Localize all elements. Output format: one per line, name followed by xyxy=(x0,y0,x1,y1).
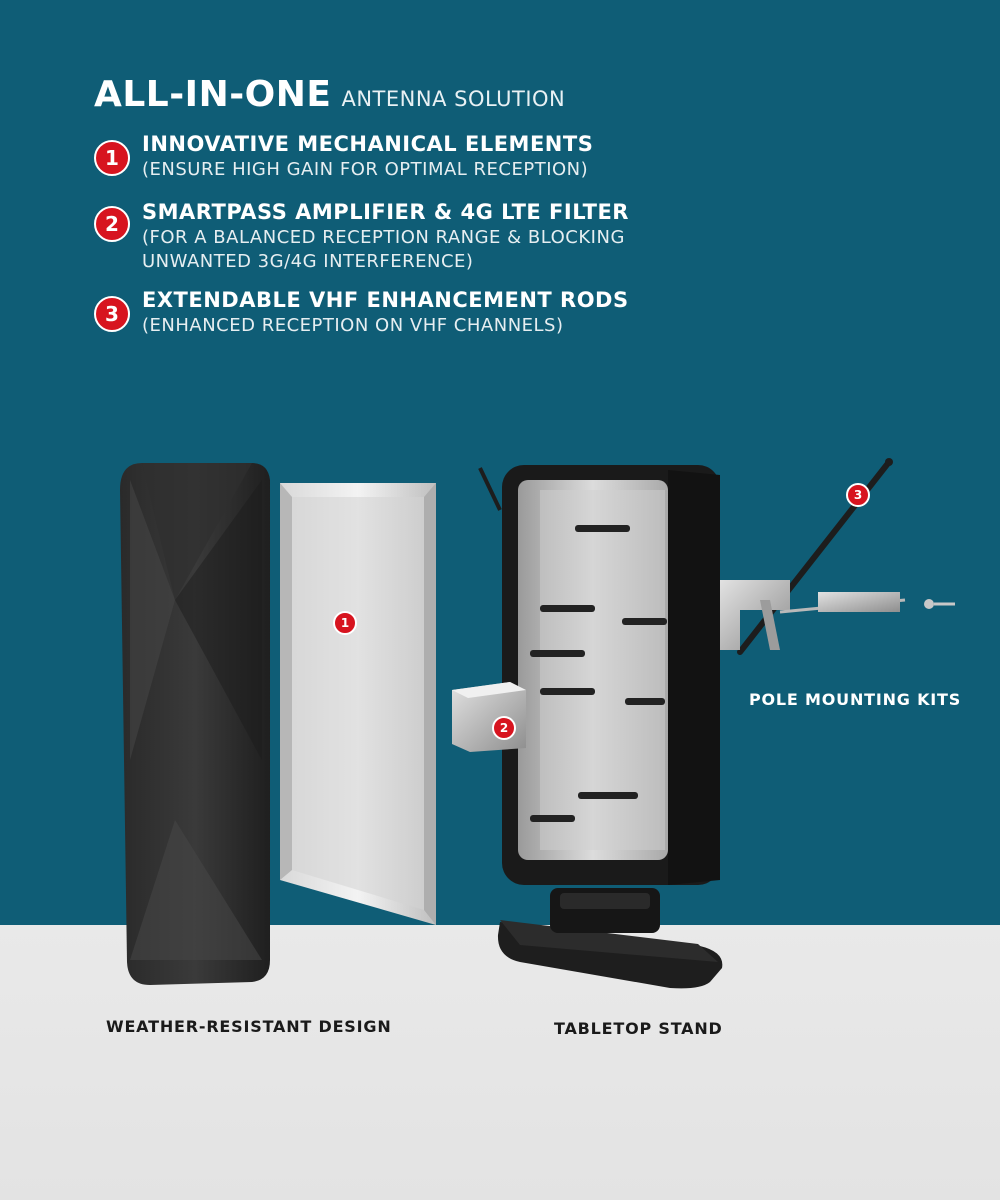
headline-light: ANTENNA SOLUTION xyxy=(341,87,566,111)
feature-title-1: INNOVATIVE MECHANICAL ELEMENTS xyxy=(142,132,594,156)
number-badge-2: 2 xyxy=(94,206,130,242)
feature-title-3: EXTENDABLE VHF ENHANCEMENT RODS xyxy=(142,288,629,312)
marker-3: 3 xyxy=(846,483,870,507)
marker-1: 1 xyxy=(333,611,357,635)
antenna-front-cover xyxy=(120,463,270,985)
pole-mounting-kit xyxy=(720,580,955,650)
smartpass-amplifier-module xyxy=(452,682,526,752)
feature-title-2: SMARTPASS AMPLIFIER & 4G LTE FILTER xyxy=(142,200,629,224)
caption-weather-resistant: WEATHER-RESISTANT DESIGN xyxy=(106,1017,392,1036)
number-badge-1: 1 xyxy=(94,140,130,176)
feature-desc-2-line-2: UNWANTED 3G/4G INTERFERENCE) xyxy=(142,251,474,272)
feature-desc-2-line-1: (FOR A BALANCED RECEPTION RANGE & BLOCKING xyxy=(142,227,625,248)
vhf-enhancement-rod xyxy=(740,458,893,652)
feature-desc-1-line-1: (ENSURE HIGH GAIN FOR OPTIMAL RECEPTION) xyxy=(142,159,589,180)
headline-bold: ALL-IN-ONE xyxy=(94,74,332,115)
caption-pole-mounting: POLE MOUNTING KITS xyxy=(749,690,962,709)
aluminium-element-plate xyxy=(280,483,436,925)
tabletop-stand xyxy=(498,888,722,988)
marker-2: 2 xyxy=(492,716,516,740)
feature-desc-3-line-1: (ENHANCED RECEPTION ON VHF CHANNELS) xyxy=(142,315,564,336)
number-badge-3: 3 xyxy=(94,296,130,332)
antenna-housing xyxy=(480,465,720,885)
caption-tabletop-stand: TABLETOP STAND xyxy=(554,1019,723,1038)
